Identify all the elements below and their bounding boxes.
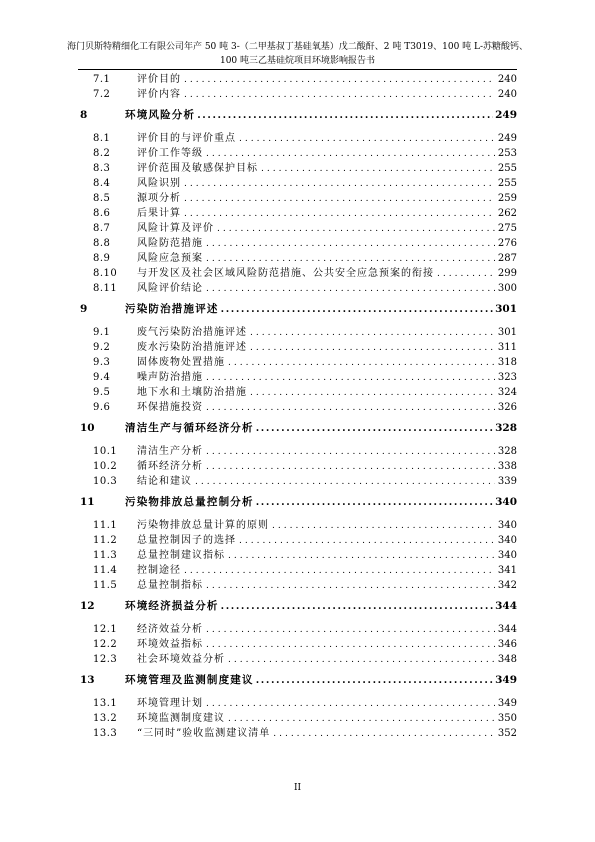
- toc-section-entry[interactable]: [93, 531, 517, 545]
- toc-section-entry[interactable]: [93, 620, 517, 634]
- toc-entry-number: 11.2: [93, 535, 118, 546]
- toc-entry-title: 废气污染防治措施评述: [137, 327, 247, 338]
- toc-section-entry[interactable]: [93, 576, 517, 590]
- toc-entry-title: 清洁生产与循环经济分析: [125, 422, 254, 434]
- dot-leader: [206, 625, 495, 635]
- toc-entry-page: 341: [497, 565, 517, 576]
- toc-entry-page: 339: [497, 476, 517, 487]
- toc-entry-page: 344: [497, 624, 517, 635]
- toc-entry-title: 环境管理计划: [137, 698, 203, 709]
- toc-entry-number: 9.6: [93, 402, 111, 413]
- dot-leader: [228, 714, 495, 724]
- dot-leader: [228, 655, 495, 665]
- toc-section-entry[interactable]: [93, 129, 517, 143]
- toc-entry-number: 12: [80, 600, 95, 612]
- toc-entry-page: 340: [495, 496, 517, 508]
- toc-entry-title: 源项分析: [137, 193, 181, 204]
- dot-leader: [184, 566, 495, 576]
- dot-leader: [206, 699, 495, 709]
- toc-entry-number: 8.4: [93, 178, 111, 189]
- toc-entry-number: 13: [80, 674, 95, 686]
- dot-leader: [206, 581, 495, 591]
- toc-entry-page: 299: [497, 268, 517, 279]
- toc-entry-page: 318: [497, 357, 517, 368]
- toc-entry-title: 评价工作等级: [137, 148, 203, 159]
- dot-leader: [184, 90, 495, 100]
- dot-leader: [184, 179, 495, 189]
- toc-entry-number: 8.1: [93, 133, 111, 144]
- toc-section-entry[interactable]: [93, 174, 517, 188]
- dot-leader: [250, 343, 495, 353]
- toc-entry-title: 循环经济分析: [137, 461, 203, 472]
- toc-entry-number: 8.9: [93, 253, 111, 264]
- toc-entry-title: 与开发区及社会区域风险防范措施、公共安全应急预案的衔接: [137, 268, 434, 279]
- toc-entry-title: 风险应急预案: [137, 253, 203, 264]
- toc-entry-number: 8.6: [93, 208, 111, 219]
- dot-leader: [206, 640, 495, 650]
- toc-entry-page: 342: [497, 580, 517, 591]
- dot-leader: [437, 269, 495, 279]
- toc-section-entry[interactable]: [93, 189, 517, 203]
- toc-entry-title: 总量控制建议指标: [137, 550, 225, 561]
- page-number: II: [293, 783, 302, 793]
- toc-entry-number: 7.2: [93, 89, 111, 100]
- toc-entry-number: 8.7: [93, 223, 111, 234]
- toc-section-entry[interactable]: [93, 279, 517, 293]
- toc-entry-number: 8.3: [93, 163, 111, 174]
- toc-entry-number: 9.1: [93, 327, 111, 338]
- toc-entry-page: 338: [497, 461, 517, 472]
- toc-entry-page: 350: [497, 713, 517, 724]
- toc-entry-number: 12.3: [93, 654, 118, 665]
- toc-entry-title: 评价内容: [137, 89, 181, 100]
- toc-entry-number: 8.2: [93, 148, 111, 159]
- toc-chapter-entry[interactable]: [80, 672, 517, 686]
- toc-entry-number: 13.2: [93, 713, 118, 724]
- toc-entry-title: 结论和建议: [137, 476, 192, 487]
- toc-entry-page: 262: [497, 208, 517, 219]
- toc-entry-title: 环保措施投资: [137, 402, 203, 413]
- toc-entry-number: 12.2: [93, 639, 118, 650]
- header-line-2: 100 吨三乙基硅烷项目环境影响报告书: [219, 56, 376, 66]
- toc-entry-page: 340: [497, 520, 517, 531]
- toc-entry-page: 301: [497, 327, 517, 338]
- toc-entry-number: 10.3: [93, 476, 118, 487]
- toc-section-entry[interactable]: [93, 694, 517, 708]
- toc-entry-page: 300: [497, 283, 517, 294]
- toc-section-entry[interactable]: [93, 398, 517, 412]
- toc-entry-title: 污染物排放总量计算的原则: [137, 520, 269, 531]
- dot-leader: [197, 110, 493, 121]
- toc-entry-title: 清洁生产分析: [137, 446, 203, 457]
- toc-section-entry[interactable]: [93, 353, 517, 367]
- toc-entry-page: 326: [497, 402, 517, 413]
- toc-entry-title: 污染物排放总量控制分析: [125, 496, 254, 508]
- dot-leader: [206, 373, 495, 383]
- dot-leader: [273, 729, 495, 739]
- toc-section-entry[interactable]: [93, 546, 517, 560]
- toc-chapter-entry[interactable]: [80, 420, 517, 434]
- toc-entry-page: 340: [497, 535, 517, 546]
- dot-leader: [228, 551, 495, 561]
- dot-leader: [206, 149, 495, 159]
- toc-entry-page: 328: [495, 422, 517, 434]
- toc-entry-title: 风险计算及评价: [137, 223, 214, 234]
- toc-entry-page: 249: [497, 133, 517, 144]
- toc-entry-number: 7.1: [93, 74, 111, 85]
- toc-entry-title: 风险防范措施: [137, 238, 203, 249]
- toc-entry-page: 240: [497, 74, 517, 85]
- toc-entry-title: 污染防治措施评述: [125, 303, 219, 315]
- toc-entry-title: 环境管理及监测制度建议: [125, 674, 254, 686]
- toc-entry-number: 9.5: [93, 387, 111, 398]
- toc-entry-title: 固体废物处置措施: [137, 357, 225, 368]
- toc-section-entry[interactable]: [93, 264, 517, 278]
- toc-entry-number: 8.10: [93, 268, 118, 279]
- toc-entry-page: 259: [497, 193, 517, 204]
- toc-entry-page: 249: [495, 109, 517, 121]
- dot-leader: [228, 358, 495, 368]
- toc-entry-title: 评价目的与评价重点: [137, 133, 236, 144]
- toc-entry-title: 废水污染防治措施评述: [137, 342, 247, 353]
- dot-leader: [256, 497, 493, 508]
- toc-entry-number: 9: [80, 303, 88, 315]
- header-line-1: 海门贝斯特精细化工有限公司年产 50 吨 3-（二甲基叔丁基硅氧基）戊二酸酐、2 吨 T3019、100 吨 L-苏糖酸钙、: [66, 42, 529, 52]
- toc-entry-number: 13.3: [93, 728, 118, 739]
- dot-leader: [184, 75, 495, 85]
- toc-entry-page: 324: [497, 387, 517, 398]
- dot-leader: [206, 403, 495, 413]
- toc-chapter-entry[interactable]: [80, 494, 517, 508]
- toc-entry-number: 11.1: [93, 520, 118, 531]
- dot-leader: [206, 239, 495, 249]
- toc-entry-page: 323: [497, 372, 517, 383]
- toc-entry-page: 240: [497, 89, 517, 100]
- dot-leader: [221, 304, 493, 315]
- toc-section-entry[interactable]: [93, 323, 517, 337]
- toc-entry-title: 后果计算: [137, 208, 181, 219]
- toc-section-entry[interactable]: [93, 472, 517, 486]
- toc-entry-page: 311: [497, 342, 517, 353]
- toc-entry-page: 349: [495, 674, 517, 686]
- toc-entry-number: 8.11: [93, 283, 118, 294]
- toc-entry-number: 11.5: [93, 580, 118, 591]
- toc-entry-number: 10.2: [93, 461, 118, 472]
- toc-entry-page: 275: [497, 223, 517, 234]
- toc-section-entry[interactable]: [93, 70, 517, 84]
- dot-leader: [261, 164, 495, 174]
- toc-section-entry[interactable]: [93, 85, 517, 99]
- toc-section-entry[interactable]: [93, 635, 517, 649]
- toc-entry-title: 控制途径: [137, 565, 181, 576]
- toc-entry-number: 10: [80, 422, 95, 434]
- dot-leader: [250, 328, 495, 338]
- toc-entry-title: 环境监测制度建议: [137, 713, 225, 724]
- toc-entry-page: 328: [497, 446, 517, 457]
- toc-entry-number: 13.1: [93, 698, 118, 709]
- toc-entry-number: 8.8: [93, 238, 111, 249]
- toc-entry-number: 11.3: [93, 550, 118, 561]
- dot-leader: [272, 521, 495, 531]
- dot-leader: [206, 254, 495, 264]
- toc-entry-title: 社会环境效益分析: [137, 654, 225, 665]
- toc-entry-title: 评价目的: [137, 74, 181, 85]
- toc-entry-number: 9.4: [93, 372, 111, 383]
- toc-section-entry[interactable]: [93, 249, 517, 263]
- toc-entry-title: 风险识别: [137, 178, 181, 189]
- dot-leader: [206, 462, 495, 472]
- dot-leader: [239, 134, 495, 144]
- toc-section-entry[interactable]: [93, 457, 517, 471]
- toc-entry-title: 环境风险分析: [125, 109, 196, 121]
- dot-leader: [184, 209, 495, 219]
- toc-entry-number: 9.2: [93, 342, 111, 353]
- toc-entry-title: 地下水和土壤防治措施: [137, 387, 247, 398]
- toc-entry-title: 环境经济损益分析: [125, 600, 219, 612]
- toc-section-entry[interactable]: [93, 442, 517, 456]
- toc-section-entry[interactable]: [93, 234, 517, 248]
- toc-entry-page: 287: [497, 253, 517, 264]
- toc-entry-page: 344: [495, 600, 517, 612]
- toc-entry-number: 8.5: [93, 193, 111, 204]
- toc-section-entry[interactable]: [93, 219, 517, 233]
- toc-entry-title: 总量控制因子的选择: [137, 535, 236, 546]
- toc-section-entry[interactable]: [93, 204, 517, 218]
- toc-section-entry[interactable]: [93, 338, 517, 352]
- toc-entry-number: 11: [80, 496, 95, 508]
- toc-entry-number: 8: [80, 109, 88, 121]
- toc-entry-number: 12.1: [93, 624, 118, 635]
- toc-section-entry[interactable]: [93, 650, 517, 664]
- toc-entry-number: 9.3: [93, 357, 111, 368]
- toc-section-entry[interactable]: [93, 144, 517, 158]
- dot-leader: [250, 388, 495, 398]
- toc-section-entry[interactable]: [93, 383, 517, 397]
- toc-entry-page: 255: [497, 163, 517, 174]
- toc-entry-title: 环境效益指标: [137, 639, 203, 650]
- toc-section-entry[interactable]: [93, 709, 517, 723]
- dot-leader: [206, 447, 495, 457]
- toc-entry-page: 253: [497, 148, 517, 159]
- dot-leader: [256, 423, 493, 434]
- toc-chapter-entry[interactable]: [80, 301, 517, 315]
- toc-entry-page: 255: [497, 178, 517, 189]
- toc-entry-page: 346: [497, 639, 517, 650]
- toc-entry-number: 10.1: [93, 446, 118, 457]
- toc-section-entry[interactable]: [93, 516, 517, 530]
- toc-entry-title: 评价范围及敏感保护目标: [137, 163, 258, 174]
- dot-leader: [206, 284, 495, 294]
- toc-entry-number: 11.4: [93, 565, 118, 576]
- toc-section-entry[interactable]: [93, 159, 517, 173]
- toc-entry-page: 349: [497, 698, 517, 709]
- toc-entry-page: 276: [497, 238, 517, 249]
- toc-entry-page: 352: [497, 728, 517, 739]
- toc-chapter-entry[interactable]: [80, 107, 517, 121]
- toc-entry-page: 301: [495, 303, 517, 315]
- dot-leader: [195, 477, 495, 487]
- toc-entry-title: 经济效益分析: [137, 624, 203, 635]
- toc-entry-title: 噪声防治措施: [137, 372, 203, 383]
- toc-entry-page: 348: [497, 654, 517, 665]
- dot-leader: [221, 601, 493, 612]
- toc-entry-title: 风险评价结论: [137, 283, 203, 294]
- toc-section-entry[interactable]: [93, 724, 517, 738]
- toc-entry-title: “三同时”验收监测建议清单: [137, 728, 271, 739]
- toc-section-entry[interactable]: [93, 561, 517, 575]
- toc-section-entry[interactable]: [93, 368, 517, 382]
- dot-leader: [256, 675, 493, 686]
- dot-leader: [184, 194, 495, 204]
- toc-chapter-entry[interactable]: [80, 598, 517, 612]
- toc-entry-title: 总量控制指标: [137, 580, 203, 591]
- dot-leader: [239, 536, 495, 546]
- toc-entry-page: 340: [497, 550, 517, 561]
- dot-leader: [217, 224, 495, 234]
